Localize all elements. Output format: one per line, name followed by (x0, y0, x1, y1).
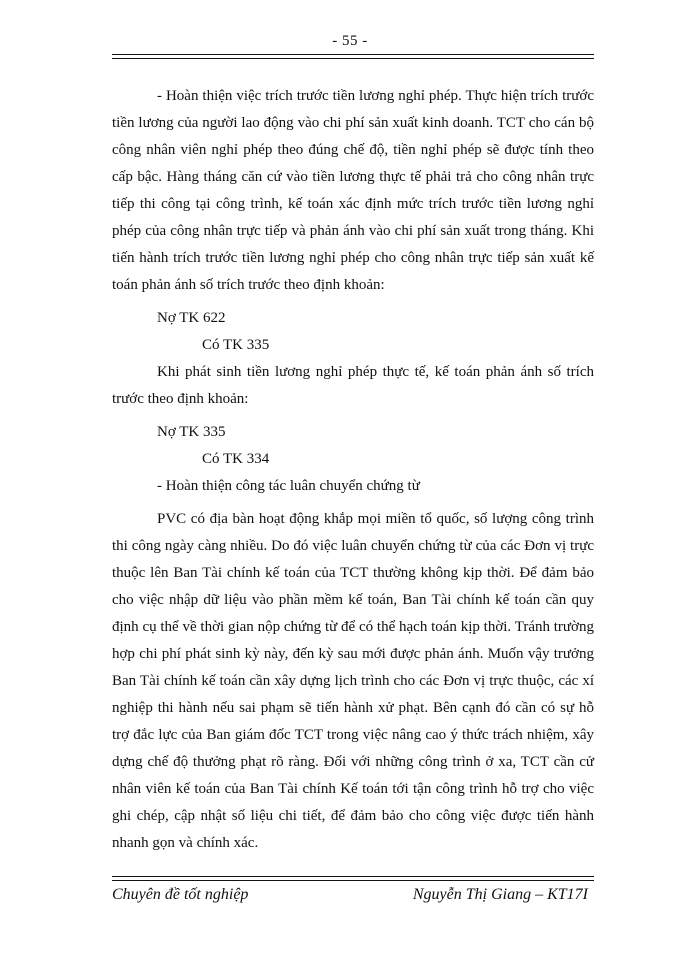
paragraph-actual-leave: Khi phát sinh tiền lương nghỉ phép thực tế, kế toán phản ánh số trích trước theo định khoản: (112, 364, 594, 407)
entry-debit-335: Nợ TK 335 (157, 424, 226, 440)
entry-credit-334: Có TK 334 (202, 451, 270, 467)
entry-debit-622: Nợ TK 622 (157, 310, 226, 326)
footer-divider (112, 876, 594, 881)
page-number: - 55 - (332, 33, 368, 49)
paragraph-accrual-leave: - Hoàn thiện việc trích trước tiền lương nghỉ phép. Thực hiện trích trước tiền lương của người lao động vào chi phí sản xuất kinh doanh. TCT cho cán bộ công nhân viên nghỉ phép theo đúng chế độ, tiền nghỉ phép sẽ được tính theo cấp bậc. Hàng tháng căn cứ vào tiền lương thực tế phải trả cho công nhân trực tiếp thi công tại công trình, kế toán xác định mức trích trước tiền lương nghỉ phép của công nhân trực tiếp và phản ánh vào chi phí sản xuất trong tháng. Khi tiến hành trích trước tiền lương nghỉ phép cho công nhân trực tiếp sản xuất kế toán phản ánh số trích trước theo định khoản: (112, 88, 594, 293)
paragraph-document-flow: PVC có địa bàn hoạt động khắp mọi miền tổ quốc, số lượng công trình thi công ngày càng nhiều. Do đó việc luân chuyển chứng từ của các Đơn vị trực thuộc lên Ban Tài chính kế toán của TCT thường không kịp thời. Để đảm bảo cho việc nhập dữ liệu vào phần mềm kế toán, Ban Tài chính kế toán cần quy định cụ thể về thời gian nộp chứng từ để có thể hạch toán kịp thời. Tránh trường hợp chi phí phát sinh kỳ này, đến kỳ sau mới được phản ánh. Muốn vậy trưởng Ban Tài chính kế toán cần xây dựng lịch trình cho các Đơn vị trực thuộc, các xí nghiệp thi hành nếu sai phạm sẽ tiến hành xử phạt. Bên cạnh đó cần có sự hỗ trợ đắc lực của Ban giám đốc TCT trong việc nâng cao ý thức trách nhiệm, xây dựng chế độ thưởng phạt rõ ràng. Đối với những công trình ở xa, TCT cần cử nhân viên kế toán của Ban Tài chính Kế toán tới tận công trình hỗ trợ cho việc ghi chép, cập nhật số liệu chi tiết, để đảm bảo cho công việc được tiến hành nhanh gọn và chính xác. (112, 511, 594, 851)
footer-author: Nguyễn Thị Giang – KT17I (412, 886, 588, 903)
header-divider (112, 54, 594, 59)
document-body (112, 83, 594, 857)
entry-credit-335: Có TK 335 (202, 337, 270, 353)
section-heading-document-flow: - Hoàn thiện công tác luân chuyển chứng từ (157, 478, 420, 494)
footer-title: Chuyên đề tốt nghiệp (112, 886, 249, 903)
